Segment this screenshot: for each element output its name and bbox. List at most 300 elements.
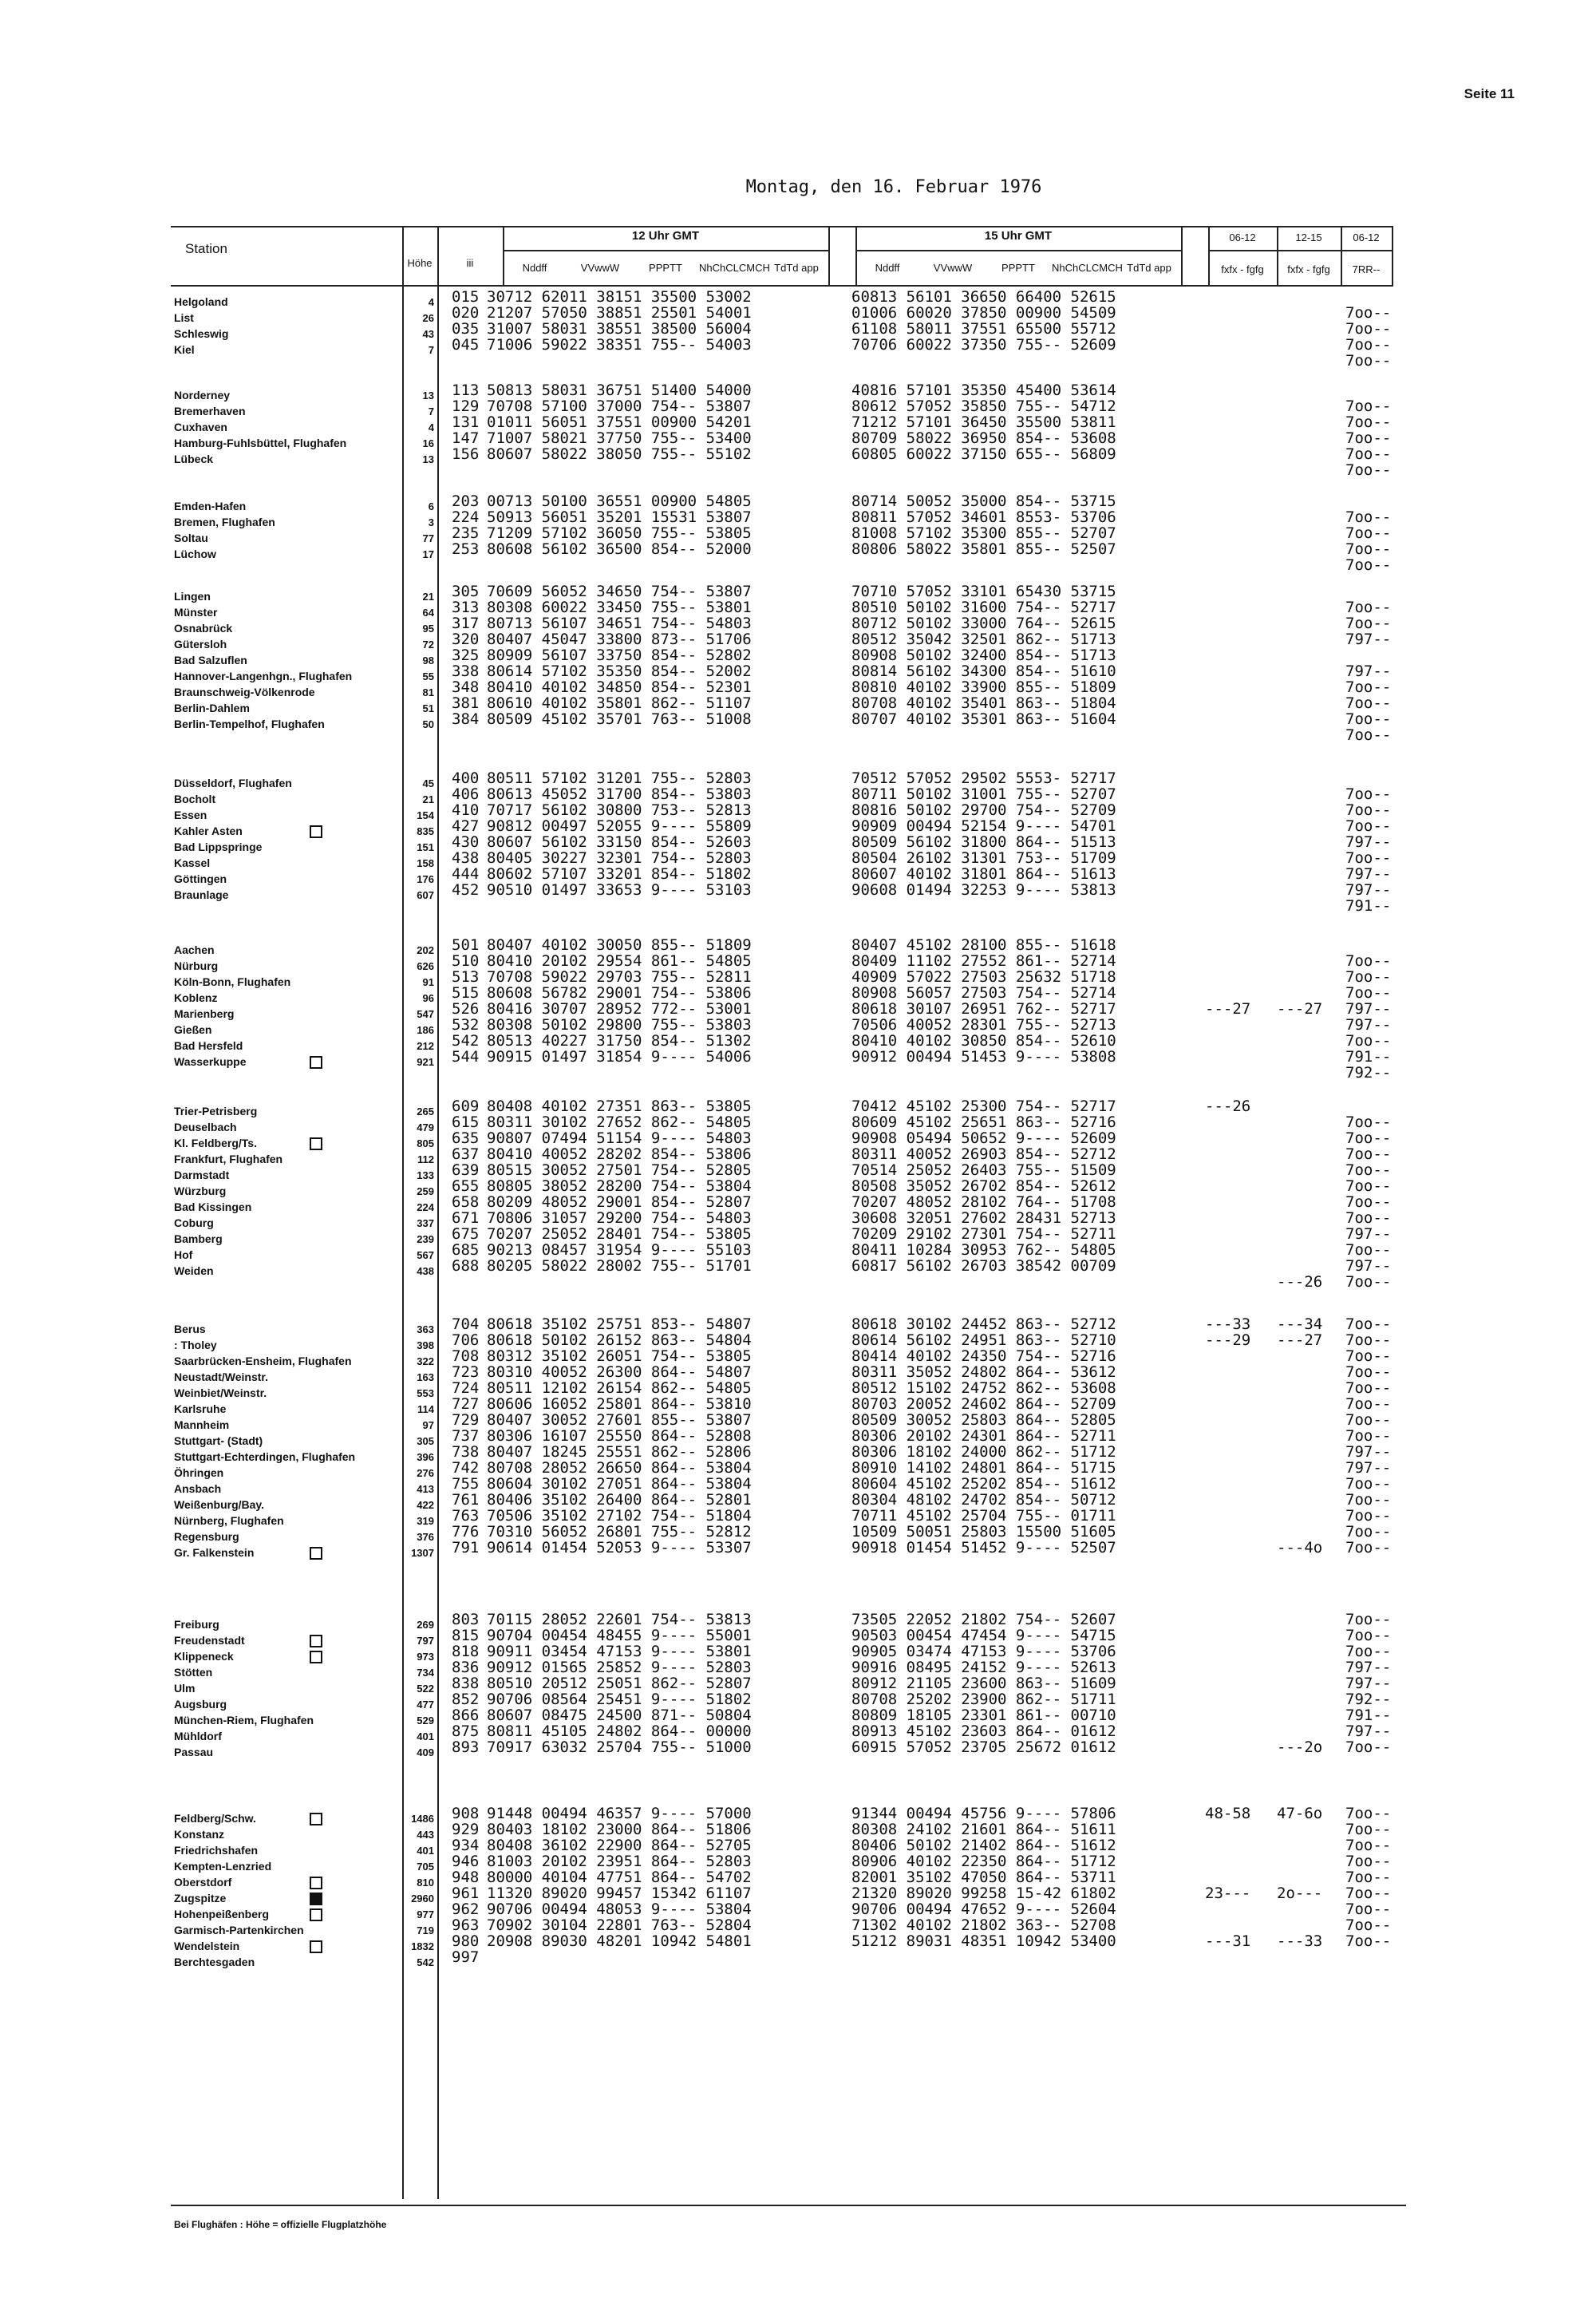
station-number: 675 [452,1225,480,1243]
obs-15-gmt: 80512 15102 24752 862-- 53608 [851,1379,1116,1397]
table-row [0,398,1596,417]
table-row [0,1443,1596,1463]
station-number: 430 [452,833,480,851]
table-row [0,1901,1596,1920]
obs-15-gmt: 80913 45102 23603 864-- 01612 [851,1723,1116,1740]
extra-precip: 7oo-- [1345,710,1392,728]
table-row [0,413,1596,433]
obs-12-gmt: 20908 89030 48201 10942 54801 [487,1932,752,1950]
extra-precip: 7oo-- [1345,556,1392,574]
obs-15-gmt: 80406 50102 21402 864-- 51612 [851,1837,1116,1854]
table-row [0,615,1596,635]
table-row [0,1643,1596,1663]
extra-precip: 791-- [1345,1707,1392,1724]
station-number: 129 [452,398,480,415]
header-gmt15: 15 Uhr GMT [984,229,1053,243]
station-height: 7 [428,405,434,417]
table-row [0,897,1596,913]
obs-15-gmt: 80707 40102 35301 863-- 51604 [851,710,1116,728]
table-row [0,1209,1596,1229]
extra-precip: 797-- [1345,1675,1392,1692]
table-row [0,936,1596,956]
extra-precip: 7oo-- [1345,1821,1392,1838]
extra-precip: 791-- [1345,1048,1392,1066]
station-name: Bocholt [174,793,216,805]
obs-15-gmt: 80806 58022 35801 855-- 52507 [851,540,1116,558]
header-x1b: fxfx - fgfg [1221,263,1264,275]
station-name: Nürnberg, Flughafen [174,1514,284,1527]
station-name: Ansbach [174,1482,222,1495]
station-name: Mannheim [174,1418,230,1431]
extra-precip: 797-- [1345,1257,1392,1275]
station-number: 729 [452,1411,480,1429]
obs-12-gmt: 90213 08457 31954 9---- 55103 [487,1241,752,1259]
station-height: 1307 [411,1547,434,1559]
obs-12-gmt: 80602 57107 33201 854-- 51802 [487,865,752,883]
obs-12-gmt: 90807 07494 51154 9---- 54803 [487,1129,752,1147]
station-name: Passau [174,1746,214,1758]
obs-15-gmt: 01006 60020 37850 00900 54509 [851,304,1116,322]
station-name: Braunlage [174,888,229,901]
station-height: 553 [417,1387,434,1399]
station-name: Karlsruhe [174,1402,227,1415]
station-number: 045 [452,336,480,354]
obs-12-gmt: 70207 25052 28401 754-- 53805 [487,1225,752,1243]
station-name: Trier-Petrisberg [174,1105,258,1117]
station-name: Gütersloh [174,638,227,651]
obs-15-gmt: 30608 32051 27602 28431 52713 [851,1209,1116,1227]
station-height: 607 [417,889,434,901]
station-name: Hamburg-Fuhlsbüttel, Flughafen [174,437,347,449]
station-height: 43 [422,328,434,340]
obs-15-gmt: 80304 48102 24702 854-- 50712 [851,1491,1116,1509]
obs-15-gmt: 80504 26102 31301 753-- 51709 [851,849,1116,867]
station-name: Cuxhaven [174,421,227,433]
obs-15-gmt: 80311 40052 26903 854-- 52712 [851,1145,1116,1163]
extra-12-15: ---33 [1277,1932,1323,1950]
extra-precip: 797-- [1345,1000,1392,1018]
table-row [0,1723,1596,1742]
station-number: 688 [452,1257,480,1275]
obs-12-gmt: 80416 30707 28952 772-- 53001 [487,1000,752,1018]
station-number: 609 [452,1098,480,1115]
station-name: Lüchow [174,548,216,560]
table-row [0,1177,1596,1197]
obs-15-gmt: 80612 57052 35850 755-- 54712 [851,398,1116,415]
obs-15-gmt: 91344 00494 45756 9---- 57806 [851,1805,1116,1822]
extra-precip: 7oo-- [1345,1507,1392,1525]
obs-15-gmt: 51212 89031 48351 10942 53400 [851,1932,1116,1950]
extra-precip: 7oo-- [1345,540,1392,558]
extra-12-15: ---27 [1277,1000,1323,1018]
table-row [0,968,1596,988]
station-height: 26 [422,312,434,324]
table-row [0,1113,1596,1133]
table-row [0,1161,1596,1181]
extra-precip: 7oo-- [1345,352,1392,370]
obs-12-gmt: 71007 58021 37750 755-- 53400 [487,429,752,447]
table-row [0,881,1596,901]
obs-12-gmt: 80000 40104 47751 864-- 54702 [487,1869,752,1886]
table-row [0,1691,1596,1711]
obs-12-gmt: 90614 01454 52053 9---- 53307 [487,1539,752,1556]
station-height: 797 [417,1635,434,1647]
table-row [0,1257,1596,1277]
station-height: 401 [417,1845,434,1857]
station-number: 348 [452,678,480,696]
extra-precip: 7oo-- [1345,1523,1392,1541]
table-row [0,1948,1596,1968]
station-number: 317 [452,615,480,632]
station-height: 1486 [411,1813,434,1825]
station-name: Kempten-Lenzried [174,1860,272,1873]
obs-15-gmt: 90916 08495 24152 9---- 52613 [851,1659,1116,1676]
table-row [0,1411,1596,1431]
obs-12-gmt: 70506 35102 27102 754-- 51804 [487,1507,752,1525]
station-name: Kahler Asten [174,825,243,837]
station-name: Soltau [174,532,208,544]
extra-12-15: ---34 [1277,1315,1323,1333]
station-height: 45 [422,777,434,789]
table-row [0,1932,1596,1952]
table-row [0,1032,1596,1052]
header-col12-1: Nddff [522,262,547,274]
station-height: 705 [417,1861,434,1873]
station-name: Öhringen [174,1466,224,1479]
table-row [0,1853,1596,1873]
station-height: 202 [417,944,434,956]
extra-06-12: ---31 [1205,1932,1251,1950]
table-row [0,1507,1596,1527]
extra-precip: 7oo-- [1345,1379,1392,1397]
table-row [0,1016,1596,1036]
station-height: 567 [417,1249,434,1261]
extra-precip: 797-- [1345,1659,1392,1676]
station-name: Zugspitze [174,1892,227,1904]
station-number: 544 [452,1048,480,1066]
station-number: 776 [452,1523,480,1541]
station-height: 977 [417,1908,434,1920]
obs-12-gmt: 70708 57100 37000 754-- 53807 [487,398,752,415]
extra-precip: 7oo-- [1345,1241,1392,1259]
station-height: 479 [417,1121,434,1133]
station-height: 158 [417,857,434,869]
table-row [0,1193,1596,1213]
station-name: Bad Hersfeld [174,1039,243,1052]
obs-15-gmt: 70710 57052 33101 65430 53715 [851,583,1116,600]
station-height: 95 [422,623,434,635]
obs-12-gmt: 80510 20512 25051 862-- 52807 [487,1675,752,1692]
station-number: 893 [452,1738,480,1756]
station-number: 866 [452,1707,480,1724]
obs-12-gmt: 80407 18245 25551 862-- 52806 [487,1443,752,1461]
obs-12-gmt: 80407 40102 30050 855-- 51809 [487,936,752,954]
station-name: Aachen [174,943,215,956]
obs-12-gmt: 80407 30052 27601 855-- 53807 [487,1411,752,1429]
station-number: 513 [452,968,480,986]
extra-precip: 7oo-- [1345,1837,1392,1854]
obs-15-gmt: 90905 03474 47153 9---- 53706 [851,1643,1116,1660]
station-number: 427 [452,817,480,835]
station-height: 72 [422,639,434,651]
station-height: 477 [417,1699,434,1711]
station-name: Feldberg/Schw. [174,1812,256,1825]
extra-12-15: ---4o [1277,1539,1323,1556]
obs-12-gmt: 90812 00497 52055 9---- 55809 [487,817,752,835]
station-name: Helgoland [174,295,228,308]
station-height: 734 [417,1667,434,1679]
station-height: 1832 [411,1940,434,1952]
table-row [0,1347,1596,1367]
obs-15-gmt: 80407 45102 28100 855-- 51618 [851,936,1116,954]
extra-precip: 797-- [1345,1459,1392,1477]
station-name: Stuttgart-Echterdingen, Flughafen [174,1450,356,1463]
obs-12-gmt: 80306 16107 25550 864-- 52808 [487,1427,752,1445]
table-row [0,849,1596,869]
extra-precip: 7oo-- [1345,1113,1392,1131]
header-col15-3: PPPTT [1001,262,1035,274]
table-row [0,599,1596,619]
obs-12-gmt: 90706 08564 25451 9---- 51802 [487,1691,752,1708]
station-name: Wendelstein [174,1940,240,1952]
station-number: 963 [452,1916,480,1934]
station-name: Wasserkuppe [174,1055,247,1068]
extra-06-12: ---29 [1205,1331,1251,1349]
station-height: 376 [417,1531,434,1543]
obs-12-gmt: 80407 45047 33800 873-- 51706 [487,631,752,648]
station-name: Göttingen [174,872,227,885]
station-number: 637 [452,1145,480,1163]
header-col15-5: TdTd app [1127,262,1171,274]
station-number: 908 [452,1805,480,1822]
obs-15-gmt: 80708 25202 23900 862-- 51711 [851,1691,1116,1708]
extra-06-12: ---26 [1205,1098,1251,1115]
extra-precip: 7oo-- [1345,1273,1392,1291]
station-name: Hof [174,1248,193,1261]
obs-12-gmt: 80511 12102 26154 862-- 54805 [487,1379,752,1397]
station-number: 755 [452,1475,480,1493]
extra-precip: 7oo-- [1345,1611,1392,1628]
station-name: Düsseldorf, Flughafen [174,777,292,789]
obs-15-gmt: 70706 60022 37350 755-- 52609 [851,336,1116,354]
obs-12-gmt: 21207 57050 38851 25501 54001 [487,304,752,322]
extra-precip: 7oo-- [1345,1738,1392,1756]
obs-15-gmt: 90909 00494 52154 9---- 54701 [851,817,1116,835]
station-number: 815 [452,1627,480,1644]
header-col15-1: Nddff [875,262,900,274]
station-name: Frankfurt, Flughafen [174,1153,283,1165]
station-height: 398 [417,1339,434,1351]
table-row [0,1869,1596,1889]
obs-15-gmt: 70207 48052 28102 764-- 51708 [851,1193,1116,1211]
station-number: 724 [452,1379,480,1397]
extra-precip: 797-- [1345,1016,1392,1034]
obs-15-gmt: 70512 57052 29502 5553- 52717 [851,769,1116,787]
header-x3: 06-12 [1353,231,1380,243]
station-number: 706 [452,1331,480,1349]
station-height: 443 [417,1829,434,1841]
station-number: 655 [452,1177,480,1195]
extra-06-12: ---33 [1205,1315,1251,1333]
station-number: 338 [452,663,480,680]
station-number: 836 [452,1659,480,1676]
obs-12-gmt: 80509 45102 35701 763-- 51008 [487,710,752,728]
obs-15-gmt: 80411 10284 30953 762-- 54805 [851,1241,1116,1259]
station-height: 4 [428,296,434,308]
station-height: 50 [422,718,434,730]
extra-precip: 7oo-- [1345,445,1392,463]
extra-precip: 7oo-- [1345,694,1392,712]
obs-15-gmt: 10509 50051 25803 15500 51605 [851,1523,1116,1541]
station-name: Nürburg [174,959,219,972]
obs-12-gmt: 90915 01497 31854 9---- 54006 [487,1048,752,1066]
extra-precip: 7oo-- [1345,1145,1392,1163]
station-number: 948 [452,1869,480,1886]
table-row [0,1395,1596,1415]
extra-precip: 7oo-- [1345,678,1392,696]
table-row [0,865,1596,885]
station-name: Marienberg [174,1007,235,1020]
obs-12-gmt: 80606 16052 25801 864-- 53810 [487,1395,752,1413]
station-number: 997 [452,1948,480,1966]
extra-precip: 7oo-- [1345,1395,1392,1413]
obs-12-gmt: 80310 40052 26300 864-- 54807 [487,1363,752,1381]
obs-15-gmt: 80712 50102 33000 764-- 52615 [851,615,1116,632]
obs-15-gmt: 21320 89020 99258 15-42 61802 [851,1885,1116,1902]
extra-precip: 7oo-- [1345,413,1392,431]
table-row [0,352,1596,368]
obs-15-gmt: 71302 40102 21802 363-- 52708 [851,1916,1116,1934]
station-name: : Tholey [174,1339,217,1351]
table-row [0,769,1596,789]
header-station: Station [185,241,227,256]
station-name: Weißenburg/Bay. [174,1498,265,1511]
obs-15-gmt: 80708 40102 35401 863-- 51804 [851,694,1116,712]
station-name: Freudenstadt [174,1634,245,1647]
obs-15-gmt: 80811 57052 34601 8553- 53706 [851,508,1116,526]
table-row [0,304,1596,324]
station-height: 810 [417,1877,434,1889]
header-x2b: fxfx - fgfg [1287,263,1330,275]
obs-12-gmt: 00713 50100 36551 00900 54805 [487,492,752,510]
station-height: 363 [417,1323,434,1335]
obs-15-gmt: 70506 40052 28301 755-- 52713 [851,1016,1116,1034]
table-row [0,984,1596,1004]
table-row [0,583,1596,603]
station-number: 400 [452,769,480,787]
station-name: Berus [174,1323,206,1335]
table-row [0,817,1596,837]
table-row [0,556,1596,572]
obs-15-gmt: 80609 45102 25651 863-- 52716 [851,1113,1116,1131]
station-number: 980 [452,1932,480,1950]
header-col15-4: NhChCLCMCH [1052,262,1123,274]
station-number: 803 [452,1611,480,1628]
extra-12-15: 47-6o [1277,1805,1323,1822]
station-number: 224 [452,508,480,526]
obs-12-gmt: 80513 40227 31750 854-- 51302 [487,1032,752,1050]
station-height: 438 [417,1265,434,1277]
station-height: 4 [428,421,434,433]
extra-12-15: ---2o [1277,1738,1323,1756]
station-number: 452 [452,881,480,899]
obs-15-gmt: 80306 20102 24301 864-- 52711 [851,1427,1116,1445]
station-height: 269 [417,1619,434,1631]
station-name: List [174,311,194,324]
obs-12-gmt: 80406 35102 26400 864-- 52801 [487,1491,752,1509]
extra-precip: 7oo-- [1345,398,1392,415]
obs-12-gmt: 70609 56052 34650 754-- 53807 [487,583,752,600]
station-name: Berlin-Dahlem [174,702,250,714]
obs-15-gmt: 71212 57101 36450 35500 53811 [851,413,1116,431]
station-name: Osnabrück [174,622,233,635]
extra-precip: 791-- [1345,897,1392,915]
header-col12-2: VVwwW [580,262,620,274]
extra-precip: 7oo-- [1345,1363,1392,1381]
station-name: Berlin-Tempelhof, Flughafen [174,718,325,730]
station-height: 3 [428,516,434,528]
station-number: 708 [452,1347,480,1365]
extra-12-15: ---27 [1277,1331,1323,1349]
extra-precip: 7oo-- [1345,1869,1392,1886]
station-number: 742 [452,1459,480,1477]
obs-12-gmt: 80405 30227 32301 754-- 52803 [487,849,752,867]
station-number: 542 [452,1032,480,1050]
station-number: 763 [452,1507,480,1525]
station-number: 639 [452,1161,480,1179]
station-number: 526 [452,1000,480,1018]
extra-precip: 797-- [1345,663,1392,680]
obs-15-gmt: 80816 50102 29700 754-- 52709 [851,801,1116,819]
station-number: 671 [452,1209,480,1227]
extra-precip: 7oo-- [1345,429,1392,447]
station-name: Stötten [174,1666,213,1679]
obs-15-gmt: 90608 01494 32253 9---- 53813 [851,881,1116,899]
station-number: 113 [452,382,480,399]
obs-15-gmt: 80311 35052 24802 864-- 53612 [851,1363,1116,1381]
obs-12-gmt: 80811 45105 24802 864-- 00000 [487,1723,752,1740]
obs-15-gmt: 90908 05494 50652 9---- 52609 [851,1129,1116,1147]
extra-precip: 7oo-- [1345,320,1392,338]
extra-precip: 797-- [1345,881,1392,899]
station-number: 381 [452,694,480,712]
station-name: Darmstadt [174,1169,230,1181]
station-number: 818 [452,1643,480,1660]
table-row [0,508,1596,528]
obs-15-gmt: 40909 57022 27503 25632 51718 [851,968,1116,986]
station-number: 737 [452,1427,480,1445]
table-row [0,1459,1596,1479]
station-height: 265 [417,1106,434,1117]
header-x3b: 7RR-- [1352,263,1381,275]
station-number: 438 [452,849,480,867]
obs-15-gmt: 80409 11102 27552 861-- 52714 [851,952,1116,970]
extra-precip: 7oo-- [1345,1853,1392,1870]
extra-precip: 7oo-- [1345,1491,1392,1509]
obs-15-gmt: 80814 56102 34300 854-- 51610 [851,663,1116,680]
table-row [0,1363,1596,1383]
obs-12-gmt: 80610 40102 35801 862-- 51107 [487,694,752,712]
obs-15-gmt: 80410 40102 30850 854-- 52610 [851,1032,1116,1050]
station-number: 727 [452,1395,480,1413]
obs-12-gmt: 80408 40102 27351 863-- 53805 [487,1098,752,1115]
obs-12-gmt: 50913 56051 35201 15531 53807 [487,508,752,526]
obs-15-gmt: 80508 35052 26702 854-- 52612 [851,1177,1116,1195]
obs-12-gmt: 80205 58022 28002 755-- 51701 [487,1257,752,1275]
obs-15-gmt: 80906 40102 22350 864-- 51712 [851,1853,1116,1870]
station-name: Gr. Falkenstein [174,1546,255,1559]
obs-12-gmt: 70917 63032 25704 755-- 51000 [487,1738,752,1756]
